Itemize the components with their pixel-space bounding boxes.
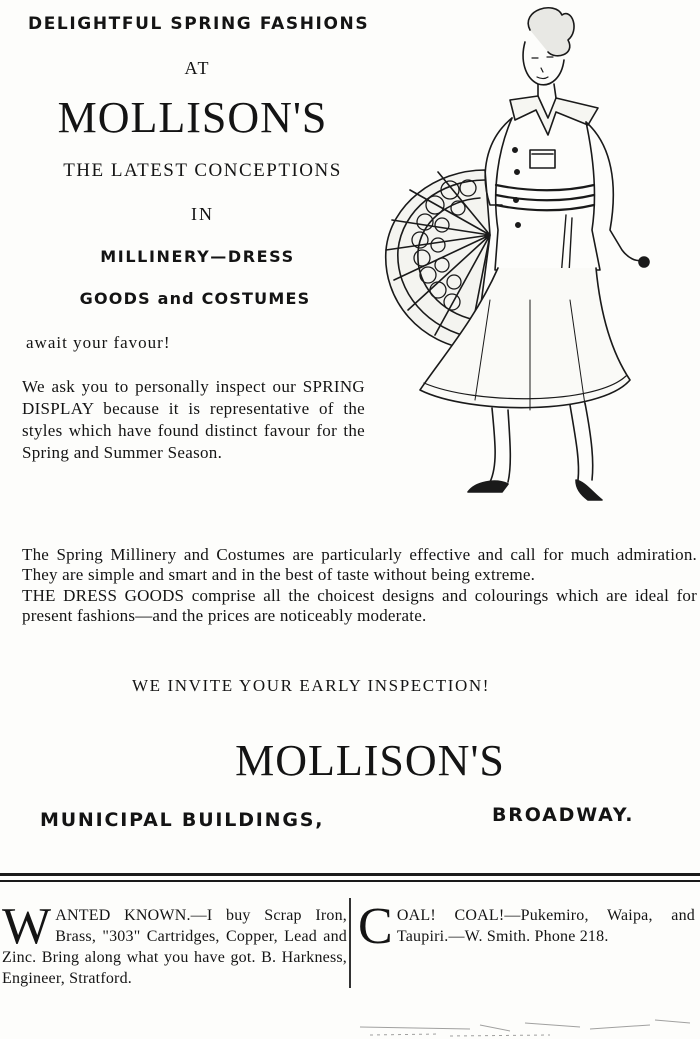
invite-line: WE INVITE YOUR EARLY INSPECTION!	[132, 676, 490, 695]
divider-rule-thin	[0, 880, 700, 882]
headline-latest-conceptions: THE LATEST CONCEPTIONS	[63, 160, 342, 181]
dropcap-w: W	[2, 898, 52, 955]
classified-coal-text: OAL! COAL!—Pukemiro, Waipa, and Taupiri.—W. Smith. Phone 218.	[396, 907, 695, 945]
headline-delightful-spring-fashions: DELIGHTFUL SPRING FASHIONS	[28, 14, 370, 34]
headline-in: IN	[191, 204, 214, 224]
await-favour-text: await your favour!	[26, 333, 171, 352]
classified-coal	[358, 898, 695, 955]
headline-goods-and-costumes: GOODS and COSTUMES	[79, 289, 311, 308]
store-name-footer: MOLLISON'S	[235, 736, 505, 785]
divider-rule	[0, 873, 700, 876]
scan-noise-decoration	[350, 1005, 700, 1039]
address-municipal-buildings: MUNICIPAL BUILDINGS,	[40, 809, 325, 831]
column-divider	[349, 898, 351, 988]
intro-paragraph: We ask you to personally inspect our SPRING DISPLAY because it is representative of the styles which have found distinct favour for the Spring and Summer Season.	[22, 377, 365, 462]
store-name-title: MOLLISON'S	[57, 93, 328, 142]
fashion-lady-with-parasol-illustration	[380, 0, 700, 510]
body-paragraph-dress-goods: THE DRESS GOODS comprise all the choicest designs and colourings which are ideal for present fashions—and the prices are noticeably moderate.	[22, 585, 697, 626]
address-broadway: BROADWAY.	[492, 804, 635, 826]
classified-wanted-text: ANTED KNOWN.—I buy Scrap Iron, Brass, "303" Cartridges, Copper, Lead and Zinc. Bring along what you have got. B. Harkness, Engineer, Stratford.	[2, 907, 347, 987]
dropcap-c: C	[358, 898, 393, 955]
headline-millinery-dress: MILLINERY—DRESS	[100, 247, 295, 266]
body-paragraph-costumes: The Spring Millinery and Costumes are particularly effective and call for much admiration. They are simple and smart and in the best of taste without being extreme.	[22, 545, 697, 585]
body-paragraphs	[22, 545, 697, 627]
classified-wanted-known	[2, 898, 347, 989]
headline-at: AT	[184, 58, 211, 78]
